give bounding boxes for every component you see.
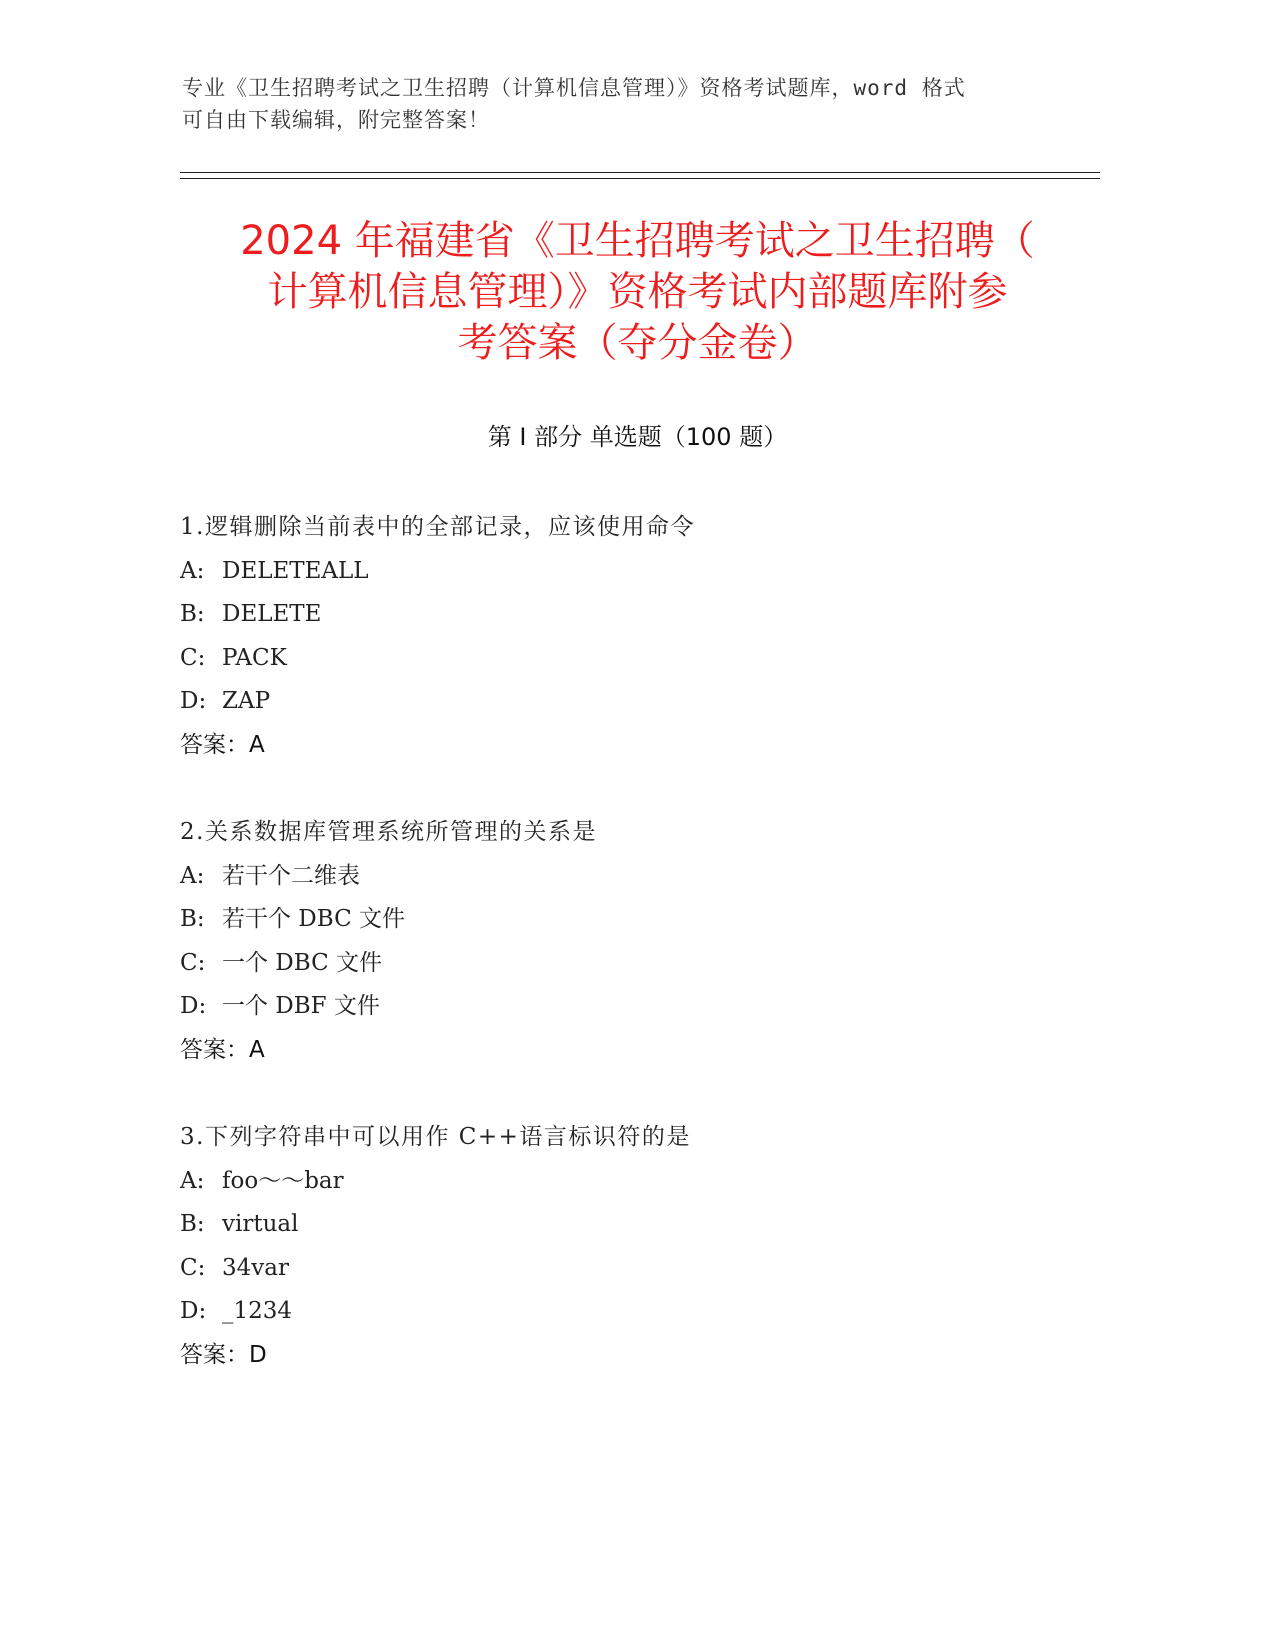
option-text: DELETEALL [222, 557, 369, 584]
option-text: 一个 DBF 文件 [222, 993, 380, 1020]
answer-option [180, 593, 1080, 637]
option-text: 34var [222, 1254, 289, 1281]
answer-option [180, 1247, 1080, 1291]
option-letter: B: [180, 906, 205, 933]
answer-option [180, 942, 1080, 986]
option-text: ZAP [222, 688, 271, 715]
option-letter: C: [180, 644, 206, 671]
option-letter: A: [180, 1167, 205, 1194]
header-note-line: 专业《卫生招聘考试之卫生招聘（计算机信息管理）》资格考试题库，word 格式 [182, 76, 966, 100]
option-text: virtual [222, 1211, 299, 1238]
section-heading: 第 I 部分 单选题（100 题） [487, 423, 788, 451]
header-note [182, 72, 1062, 136]
answer-key: 答案：D [180, 1341, 267, 1368]
question-stem: 1.逻辑删除当前表中的全部记录，应该使用命令 [180, 514, 695, 540]
option-letter: C: [180, 1254, 206, 1281]
answer-option [180, 1203, 1080, 1247]
document-title-line: 2024 年福建省《卫生招聘考试之卫生招聘（ [240, 218, 1035, 264]
answer-option [180, 985, 1080, 1029]
document-title [140, 216, 1135, 369]
option-text: PACK [222, 644, 287, 671]
option-letter: A: [180, 862, 205, 889]
option-letter: A: [180, 557, 205, 584]
answer-key: 答案：A [180, 1036, 265, 1063]
option-letter: B: [180, 601, 205, 628]
header-divider [180, 172, 1100, 173]
option-text: 一个 DBC 文件 [222, 949, 382, 976]
option-letter: D: [180, 688, 207, 715]
question-stem: 2.关系数据库管理系统所管理的关系是 [180, 819, 597, 845]
question-block [180, 811, 1080, 1073]
option-letter: C: [180, 949, 206, 976]
question-block [180, 1116, 1080, 1378]
question-stem: 3.下列字符串中可以用作 C++语言标识符的是 [180, 1124, 691, 1150]
answer-option [180, 1160, 1080, 1204]
question-block [180, 506, 1080, 768]
answer-option [180, 637, 1080, 681]
option-text: DELETE [222, 601, 322, 628]
answer-option [180, 855, 1080, 899]
option-text: 若干个 DBC 文件 [222, 906, 405, 933]
answer-option [180, 550, 1080, 594]
option-letter: D: [180, 1298, 207, 1325]
option-text: 若干个二维表 [222, 862, 360, 889]
option-letter: D: [180, 993, 207, 1020]
answer-key: 答案：A [180, 731, 265, 758]
answer-option [180, 680, 1080, 724]
option-text: _1234 [222, 1298, 293, 1325]
answer-option [180, 898, 1080, 942]
document-title-line: 考答案（夺分金卷） [457, 320, 818, 366]
option-letter: B: [180, 1211, 205, 1238]
document-title-line: 计算机信息管理）》资格考试内部题库附参 [267, 269, 1008, 315]
option-text: foo～～bar [222, 1167, 344, 1194]
answer-option [180, 1290, 1080, 1334]
header-note-line: 可自由下载编辑，附完整答案！ [182, 108, 490, 132]
header-divider [180, 178, 1100, 179]
